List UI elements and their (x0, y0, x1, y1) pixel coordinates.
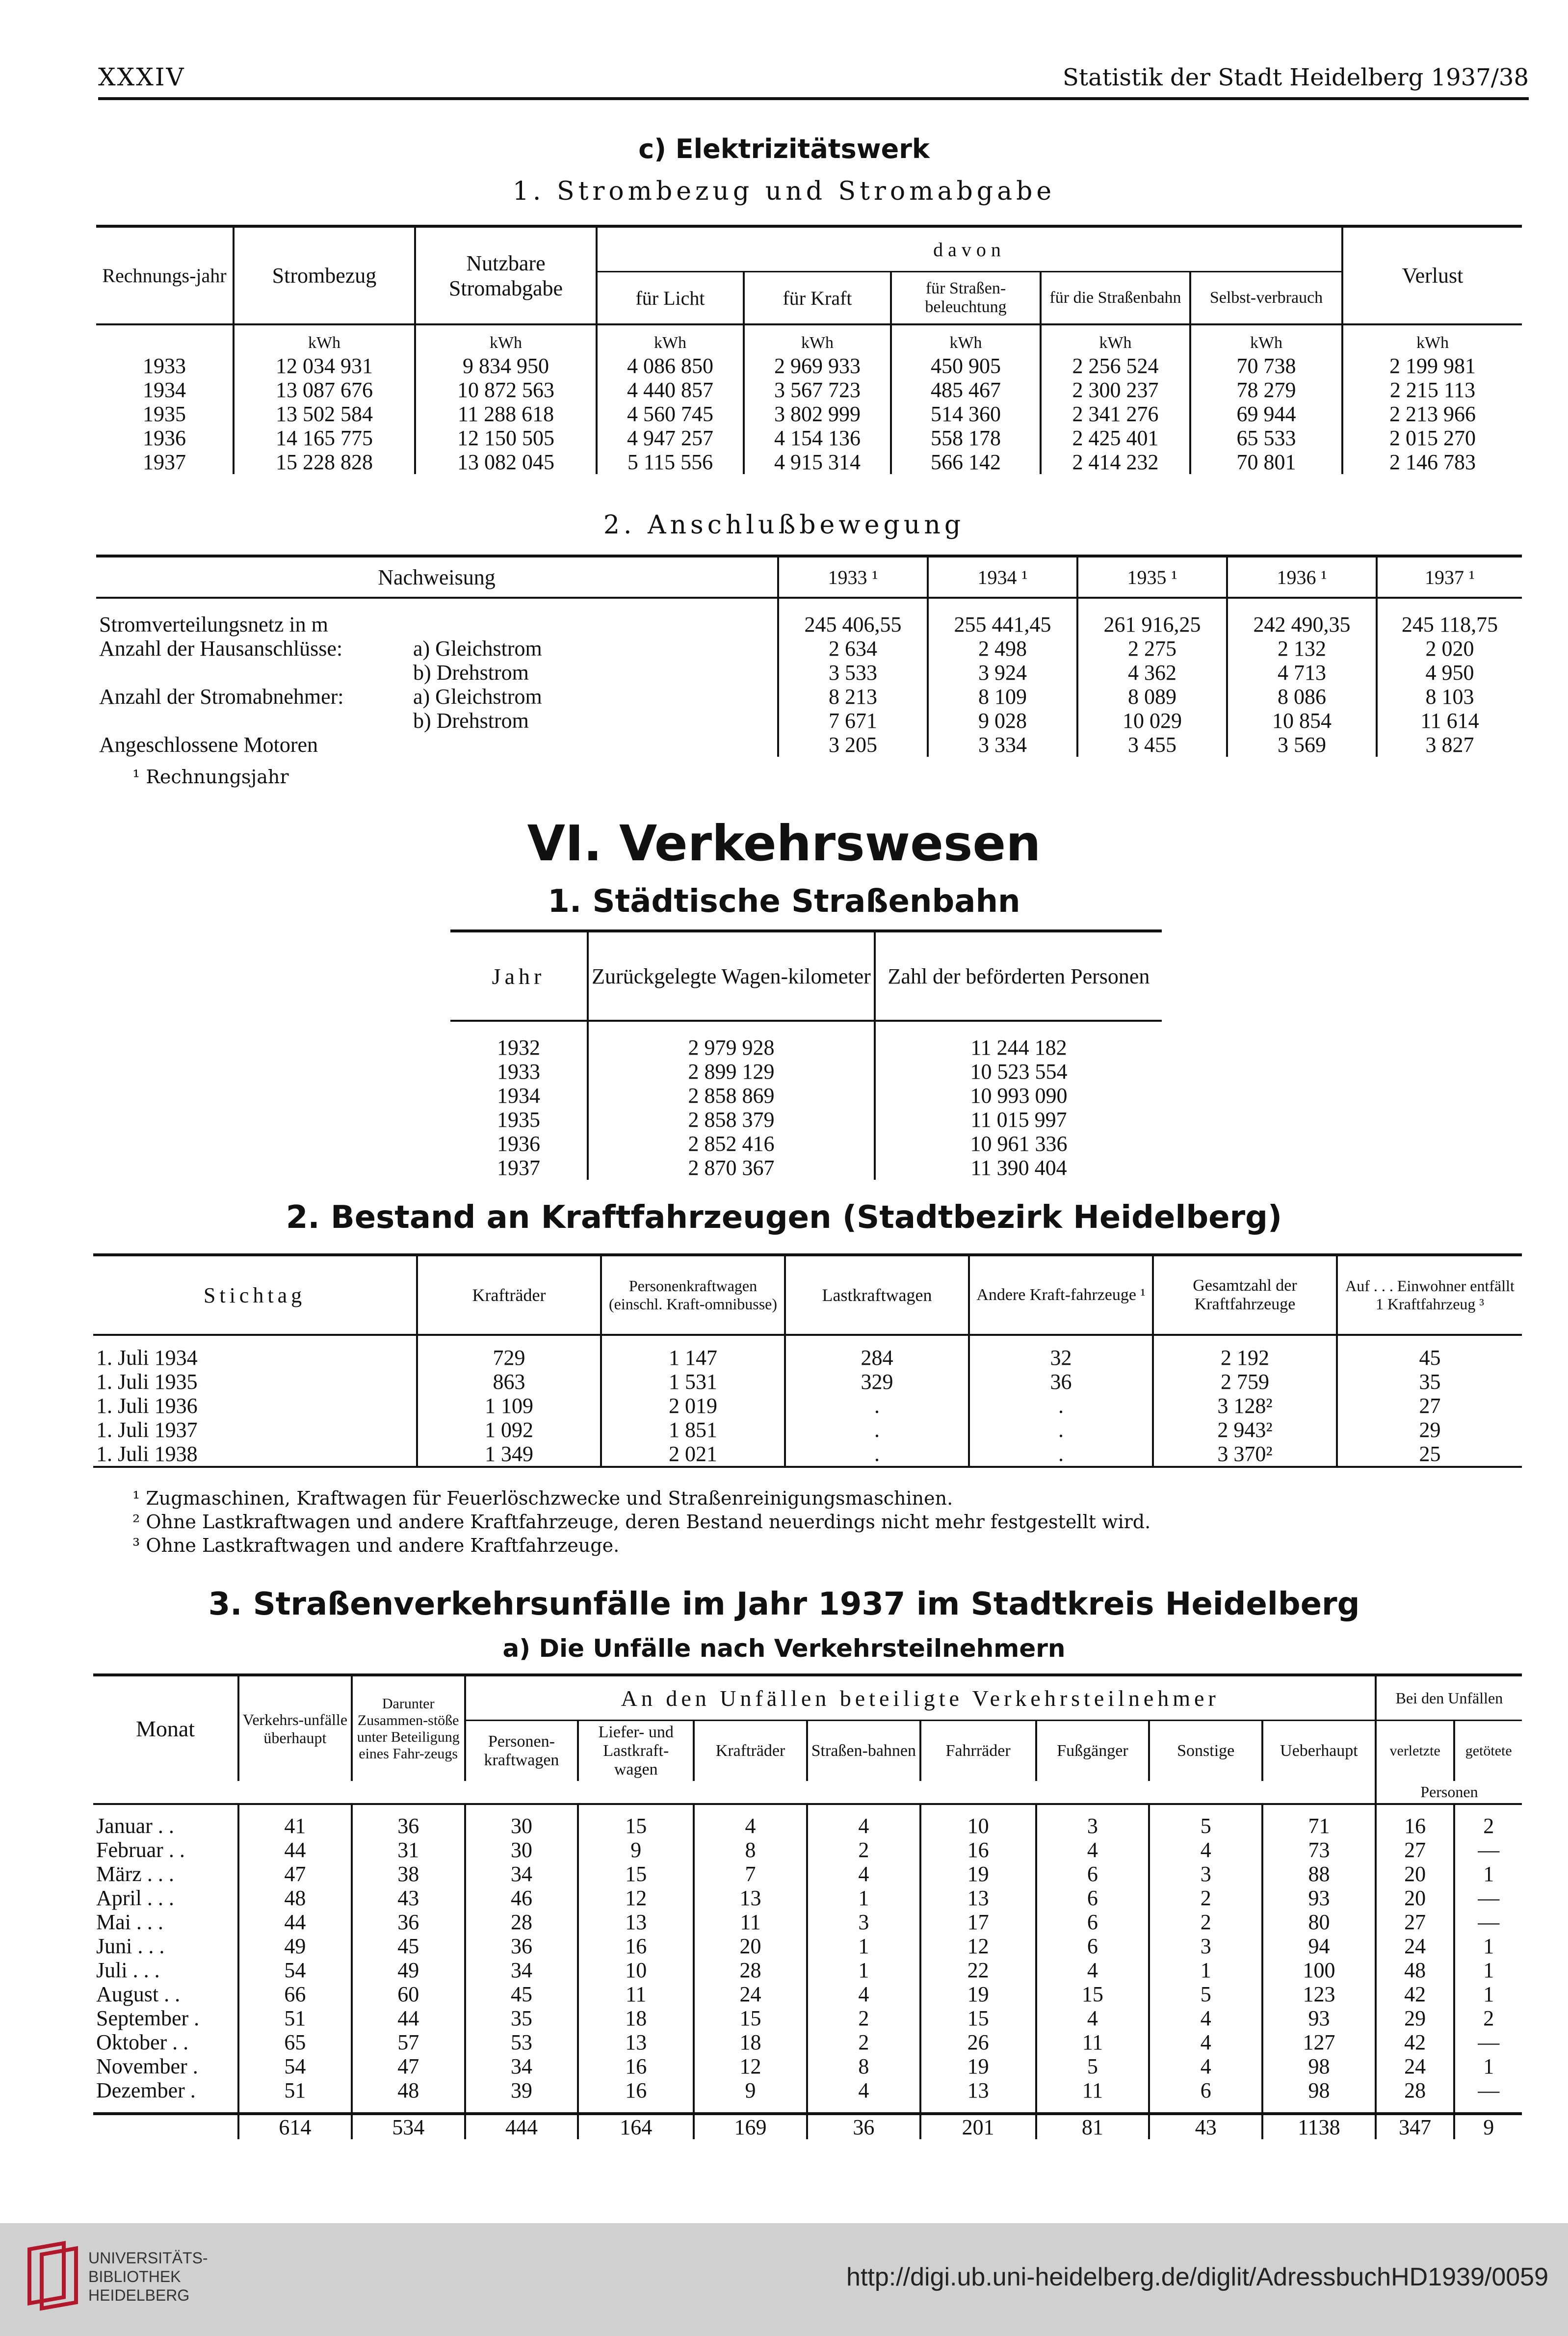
col-header-kraft: für Kraft (744, 272, 891, 325)
section-subheading-unfaelle: a) Die Unfälle nach Verkehrsteilnehmern (502, 1634, 1066, 1663)
month-label: Dezember . (96, 2078, 196, 2102)
col-header-sonstige: Sonstige (1149, 1721, 1262, 1781)
totals-row: 614 534 444 164 169 36 201 81 43 1138 347 9 (93, 2114, 1522, 2139)
source-url-link[interactable]: http://digi.ub.uni-heidelberg.de/diglit/AdressbuchHD1939/0059 (846, 2263, 1548, 2291)
col-header-wagenkilometer: Zurückgelegte Wagen-kilometer (588, 931, 875, 1021)
table-row: 1934 2 858 869 10 993 090 (450, 1084, 1162, 1108)
col-header-gesamt: Gesamtzahl der Kraftfahrzeuge (1153, 1255, 1337, 1335)
unit-label: kWh (744, 324, 891, 354)
col-header-nutzbar: Nutzbare Stromabgabe (415, 226, 597, 324)
table-row: Mai . . . 44 36 28 13 11 3 17 6 2 80 27 — (93, 1910, 1522, 1934)
running-title: Statistik der Stadt Heidelberg 1937/38 (1062, 64, 1529, 91)
table-row: Oktober . . 65 57 53 13 18 2 26 11 4 127 42 — (93, 2030, 1522, 2054)
table-row: Februar . . 44 31 30 9 8 2 16 4 4 73 27 — (93, 1838, 1522, 1862)
col-header-fussgaenger: Fußgänger (1036, 1721, 1150, 1781)
unit-label: kWh (1342, 324, 1522, 354)
col-header-verlust: Verlust (1342, 226, 1522, 324)
month-label: Januar . . (96, 1814, 174, 1838)
table-row: März . . . 47 38 34 15 7 4 19 6 3 88 20 1 (93, 1862, 1522, 1886)
library-logo-icon (25, 2240, 83, 2314)
table-row: 1936 2 852 416 10 961 336 (450, 1132, 1162, 1156)
table-row: Anzahl der Stromabnehmer: a) Gleichstrom 8 213 8 109 8 089 8 086 8 103 (96, 685, 1522, 709)
section-heading-elektrizitaetswerk: c) Elektrizitätswerk (638, 133, 930, 164)
col-header-andere: Andere Kraft-fahrzeuge ¹ (969, 1255, 1153, 1335)
library-name: UNIVERSITÄTS- BIBLIOTHEK HEIDELBERG (88, 2249, 208, 2304)
col-header-year: Rechnungs-jahr (102, 265, 227, 287)
col-header-bei-unfaellen: Bei den Unfällen (1376, 1675, 1522, 1721)
col-header-kraftraeder: Krafträder (694, 1721, 807, 1781)
unit-label: kWh (1041, 324, 1190, 354)
month-label: August . . (96, 1982, 181, 2006)
col-header-year: 1933 ¹ (778, 556, 928, 598)
month-label: November . (96, 2054, 198, 2078)
col-header-year: 1934 ¹ (928, 556, 1077, 598)
table-row: Dezember . 51 48 39 16 9 4 13 11 6 98 28 — (93, 2078, 1522, 2102)
unit-label: kWh (597, 324, 744, 354)
col-header-year: 1936 ¹ (1227, 556, 1377, 598)
table-row: 1937 15 228 828 13 082 045 5 115 556 4 915 314 566 142 2 414 232 70 801 2 146 783 (96, 450, 1522, 474)
table-row: November . 54 47 34 16 12 8 19 5 4 98 24 1 (93, 2054, 1522, 2078)
col-header-pkw: Personenkraftwagen (einschl. Kraft-omnibusse) (601, 1255, 785, 1335)
col-header-year: 1937 ¹ (1377, 556, 1522, 598)
col-header-unfaelle: Verkehrs-unfälle überhaupt (238, 1675, 352, 1781)
col-header-year: 1935 ¹ (1077, 556, 1227, 598)
col-header-licht: für Licht (597, 272, 744, 325)
footnote: ³ Ohne Lastkraftwagen und andere Kraftfahrzeuge. (132, 1535, 620, 1556)
table-row: 1935 13 502 584 11 288 618 4 560 745 3 802 999 514 360 2 341 276 69 944 2 213 966 (96, 402, 1522, 426)
table-row: Juni . . . 49 45 36 16 20 1 12 6 3 94 24 1 (93, 1934, 1522, 1958)
month-label: Oktober . . (96, 2030, 189, 2054)
month-label: Mai . . . (96, 1910, 163, 1934)
table-row: Anzahl der Hausanschlüsse: a) Gleichstrom 2 634 2 498 2 275 2 132 2 020 (96, 637, 1522, 661)
table-row: Juli . . . 54 49 34 10 28 1 22 4 1 100 48 1 (93, 1958, 1522, 1982)
table-row: 1937 2 870 367 11 390 404 (450, 1156, 1162, 1180)
unfaelle-table-body (93, 1814, 1522, 2139)
col-header-selbstverbrauch: Selbst-verbrauch (1190, 272, 1342, 325)
col-header-personen: Personen (1376, 1781, 1522, 1804)
col-header-ueberhaupt: Ueberhaupt (1262, 1721, 1376, 1781)
col-header-personen: Zahl der beförderten Personen (875, 931, 1162, 1021)
col-header-einwohner: Auf . . . Einwohner entfällt 1 Kraftfahrzeug ³ (1337, 1255, 1522, 1335)
table-row: 1. Juli 1934 729 1 147 284 32 2 192 45 (93, 1346, 1522, 1370)
table-title-anschluss: 2. Anschlußbewegung (603, 510, 965, 540)
col-header-jahr: Jahr (492, 963, 546, 989)
table-row: 1. Juli 1936 1 109 2 019 . . 3 128² 27 (93, 1394, 1522, 1418)
col-header-kraftraeder: Krafträder (417, 1255, 601, 1335)
table-row: 1932 2 979 928 11 244 182 (450, 1035, 1162, 1060)
table-row: September . 51 44 35 18 15 2 15 4 4 93 29 2 (93, 2006, 1522, 2030)
unit-label: kWh (1190, 324, 1342, 354)
col-header-strombezug: Strombezug (234, 226, 415, 324)
table-row: b) Drehstrom 7 671 9 028 10 029 10 854 11 614 (96, 709, 1522, 733)
table-row: b) Drehstrom 3 533 3 924 4 362 4 713 4 950 (96, 661, 1522, 685)
month-label: Juli . . . (96, 1958, 160, 1982)
table-row: 1. Juli 1937 1 092 1 851 . . 2 943² 29 (93, 1418, 1522, 1442)
unit-label: kWh (415, 324, 597, 354)
col-header-stichtag: Stichtag (203, 1283, 306, 1307)
table-title-strombezug: 1. Strombezug und Stromabgabe (512, 177, 1056, 206)
unit-label: kWh (234, 324, 415, 354)
col-header-darunter: Darunter Zusammen-stöße unter Beteiligung eines Fahr-zeugs (352, 1675, 465, 1781)
anschluss-table (96, 555, 1522, 757)
month-label: September . (96, 2006, 200, 2030)
footnote: ¹ Rechnungsjahr (132, 766, 289, 788)
col-header-strassenbahnen: Straßen-bahnen (807, 1721, 920, 1781)
month-label: April . . . (96, 1886, 174, 1910)
col-header-strassenbeleuchtung: für Straßen-beleuchtung (891, 272, 1041, 325)
page-number: XXXIV (98, 63, 185, 91)
footnote: ¹ Zugmaschinen, Kraftwagen für Feuerlöschzwecke und Straßenreinigungsmaschinen. (132, 1487, 953, 1509)
table-row: 1. Juli 1935 863 1 531 329 36 2 759 35 (93, 1370, 1522, 1394)
running-header (98, 58, 1529, 100)
col-header-davon: davon (597, 226, 1342, 272)
table-row: 1933 12 034 931 9 834 950 4 086 850 2 969 933 450 905 2 256 524 70 738 2 199 981 (96, 354, 1522, 378)
strombezug-table (96, 225, 1522, 474)
col-header-nachweisung: Nachweisung (378, 565, 496, 589)
col-header-monat: Monat (135, 1716, 195, 1741)
table-row: August . . 66 60 45 11 24 4 19 15 5 123 42 1 (93, 1982, 1522, 2006)
col-header-fahrraeder: Fahrräder (920, 1721, 1036, 1781)
month-label: März . . . (96, 1862, 174, 1886)
table-row: Januar . . 41 36 30 15 4 4 10 3 5 71 16 2 (93, 1814, 1522, 1838)
unfaelle-table (93, 1673, 1522, 1818)
unit-label: kWh (891, 324, 1041, 354)
month-label: Juni . . . (96, 1934, 165, 1958)
table-row: 1934 13 087 676 10 872 563 4 440 857 3 567 723 485 467 2 300 237 78 279 2 215 113 (96, 378, 1522, 402)
table-row: 1936 14 165 775 12 150 505 4 947 257 4 154 136 558 178 2 425 401 65 533 2 015 270 (96, 426, 1522, 450)
table-row: Angeschlossene Motoren 3 205 3 334 3 455 3 569 3 827 (96, 733, 1522, 757)
col-header-lkw: Lastkraftwagen (785, 1255, 969, 1335)
section-heading-strassenbahn: 1. Städtische Straßenbahn (548, 883, 1020, 920)
col-header-lkw: Liefer- und Lastkraft-wagen (578, 1721, 694, 1781)
table-row: 1. Juli 1938 1 349 2 021 . . 3 370² 25 (93, 1442, 1522, 1467)
col-header-verletzte: verletzte (1376, 1721, 1455, 1781)
strassenbahn-table (450, 929, 1162, 1180)
col-header-strassenbahn: für die Straßenbahn (1041, 272, 1190, 325)
table-row: Stromverteilungsnetz in m 245 406,55 255 441,45 261 916,25 242 490,35 245 118,75 (96, 612, 1522, 637)
chapter-heading-verkehrswesen: VI. Verkehrswesen (527, 815, 1041, 872)
col-header-getoetete: getötete (1454, 1721, 1522, 1781)
table-row: April . . . 48 43 46 12 13 1 13 6 2 93 20 — (93, 1886, 1522, 1910)
table-row: 1935 2 858 379 11 015 997 (450, 1108, 1162, 1132)
digitization-footer (0, 2223, 1568, 2336)
kraftfahrzeuge-table (93, 1253, 1522, 1468)
section-heading-kraftfahrzeuge: 2. Bestand an Kraftfahrzeugen (Stadtbezirk Heidelberg) (286, 1199, 1282, 1236)
footnote: ² Ohne Lastkraftwagen und andere Kraftfahrzeuge, deren Bestand neuerdings nicht mehr festgestellt wird. (132, 1511, 1151, 1533)
section-heading-unfaelle: 3. Straßenverkehrsunfälle im Jahr 1937 im Stadtkreis Heidelberg (208, 1586, 1360, 1622)
table-row: 1933 2 899 129 10 523 554 (450, 1060, 1162, 1084)
col-header-beteiligte: An den Unfällen beteiligte Verkehrsteilnehmer (465, 1675, 1376, 1721)
month-label: Februar . . (96, 1838, 185, 1862)
col-header-pkw: Personen-kraftwagen (465, 1721, 578, 1781)
